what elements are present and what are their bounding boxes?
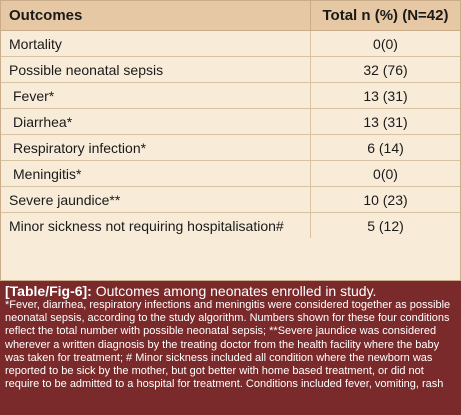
- row-outcome: Minor sickness not requiring hospitalisation#: [9, 217, 284, 234]
- table-caption: [0, 281, 461, 415]
- row-value: 32 (76): [311, 57, 461, 83]
- table-row: [1, 135, 460, 161]
- caption-title-text: Outcomes among neonates enrolled in study.: [91, 283, 377, 299]
- row-outcome: Severe jaundice**: [1, 187, 311, 213]
- row-value: 10 (23): [311, 187, 461, 213]
- row-value: 0(0): [311, 161, 461, 187]
- row-value: 13 (31): [311, 83, 461, 109]
- row-value: 0(0): [311, 31, 461, 57]
- table-row: [1, 213, 460, 239]
- caption-title: [5, 283, 458, 299]
- table-row: [1, 83, 460, 109]
- row-outcome: Fever*: [1, 83, 311, 109]
- table-header-row: [1, 1, 460, 31]
- table-row: [1, 161, 460, 187]
- caption-footnotes: *Fever, diarrhea, respiratory infections and meningitis were considered together as possible neonatal sepsis, according to the study algorithm. Numbers shown for these four conditions reflect the total number with possible neonatal sepsis; **Severe jaundice was considered wherever a written diagnosis by the treating doctor from the health facility where the baby was taken for treatment; # Minor sickness included all condition where the newborn was reported to be sick by the mother, but got better with home based treatment, or did not require to be admitted to a hospital for treatment. Conditions included fever, vomiting, rash: [5, 299, 451, 391]
- table-row: [1, 187, 460, 213]
- header-total: Total n (%) (N=42): [311, 1, 461, 31]
- row-value: 6 (14): [311, 135, 461, 161]
- row-value: 5 (12): [311, 213, 461, 239]
- header-outcomes: Outcomes: [1, 1, 311, 31]
- row-outcome: Meningitis*: [1, 161, 311, 187]
- table-row: [1, 109, 460, 135]
- outcomes-table: [1, 1, 460, 238]
- caption-label: [Table/Fig-6]:: [5, 283, 92, 299]
- row-value: 13 (31): [311, 109, 461, 135]
- table-row: [1, 57, 460, 83]
- row-outcome: Mortality: [1, 31, 311, 57]
- row-outcome: Respiratory infection*: [1, 135, 311, 161]
- table-row: [1, 31, 460, 57]
- row-outcome: Diarrhea*: [1, 109, 311, 135]
- row-outcome: Possible neonatal sepsis: [1, 57, 311, 83]
